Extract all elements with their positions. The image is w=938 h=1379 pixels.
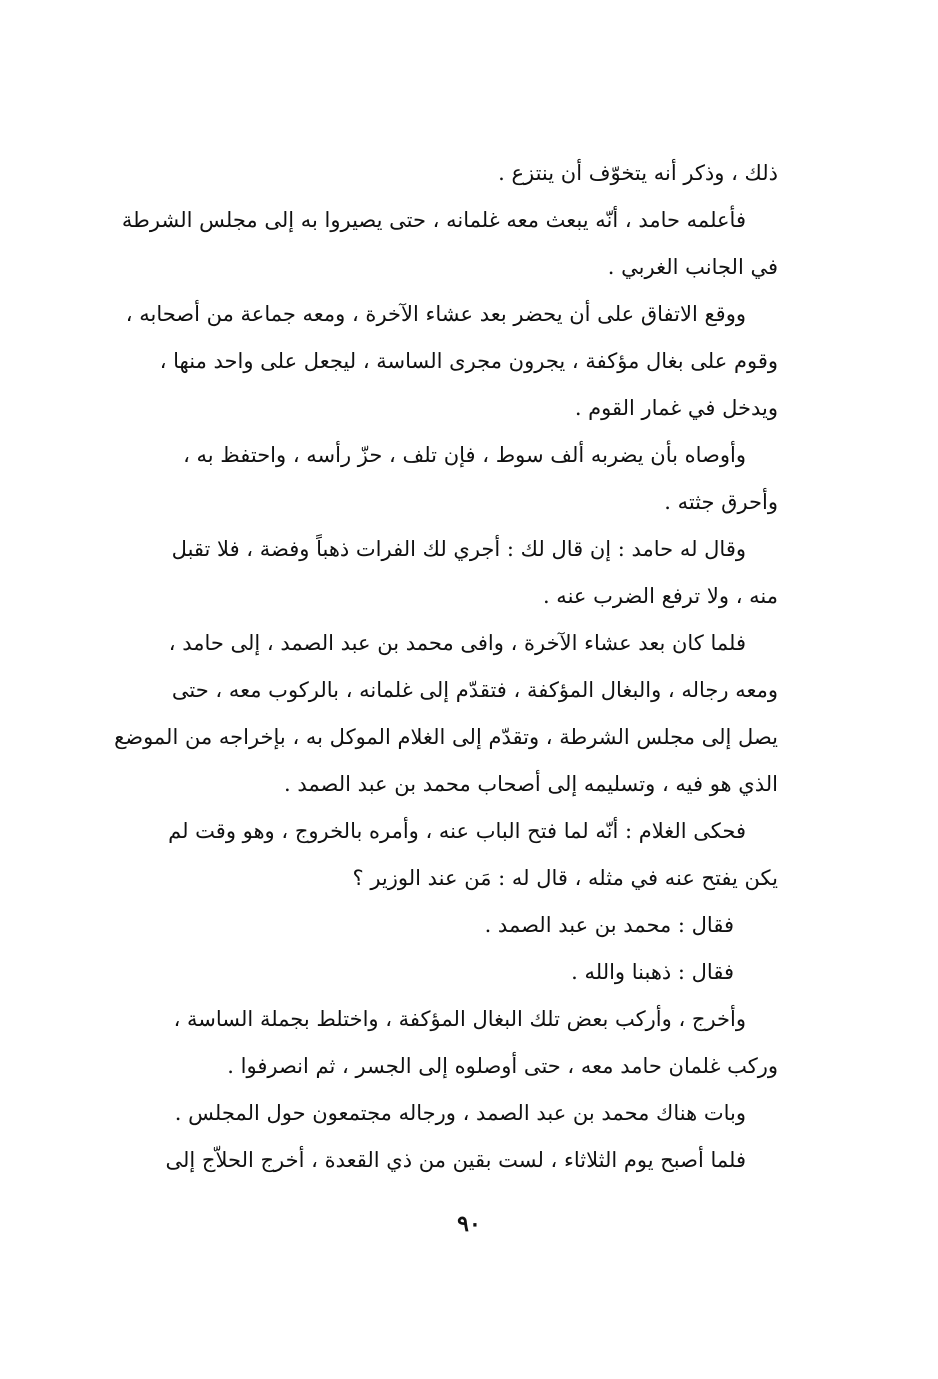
- text-line: فقال : ذهبنا والله .: [571, 960, 734, 984]
- text-line: ووقع الاتفاق على أن يحضر بعد عشاء الآخرة ، ومعه جماعة من أصحابه ،: [125, 302, 746, 326]
- text-line: وبات هناك محمد بن عبد الصمد ، ورجاله مجتمعون حول المجلس .: [174, 1101, 746, 1125]
- text-line: فلما أصبح يوم الثلاثاء ، لست بقين من ذي القعدة ، أخرج الحلاّج إلى: [165, 1148, 746, 1172]
- text-line: ومعه رجاله ، والبغال المؤكفة ، فتقدّم إلى غلمانه ، بالركوب معه ، حتى: [171, 678, 778, 702]
- text-line: الذي هو فيه ، وتسليمه إلى أصحاب محمد بن عبد الصمد .: [284, 772, 778, 796]
- body-text: [100, 150, 778, 1184]
- text-line: منه ، ولا ترفع الضرب عنه .: [542, 584, 778, 608]
- text-line: وأوصاه بأن يضربه ألف سوط ، فإن تلف ، حزّ رأسه ، واحتفظ به ،: [183, 443, 746, 467]
- text-line: وأخرج ، وأركب بعض تلك البغال المؤكفة ، واختلط بجملة الساسة ،: [173, 1007, 746, 1031]
- text-line: وقوم على بغال مؤكفة ، يجرون مجرى الساسة ، ليجعل على واحد منها ،: [159, 349, 778, 373]
- text-line: وقال له حامد : إن قال لك : أجري لك الفرات ذهباً وفضة ، فلا تقبل: [171, 537, 746, 561]
- text-line: فحكى الغلام : أنّه لما فتح الباب عنه ، وأمره بالخروج ، وهو وقت لم: [168, 819, 746, 843]
- text-line: ذلك ، وذكر أنه يتخوّف أن ينتزع .: [498, 161, 778, 185]
- text-line: في الجانب الغربي .: [607, 255, 778, 279]
- text-line: يكن يفتح عنه في مثله ، قال له : مَن عند الوزير ؟: [352, 866, 778, 890]
- text-line: فقال : محمد بن عبد الصمد .: [484, 913, 734, 937]
- text-line: فأعلمه حامد ، أنّه يبعث معه غلمانه ، حتى يصيروا به إلى مجلس الشرطة: [121, 208, 746, 232]
- text-line: يصل إلى مجلس الشرطة ، وتقدّم إلى الغلام الموكل به ، بإخراجه من الموضع: [114, 725, 778, 749]
- text-line: ويدخل في غمار القوم .: [574, 396, 778, 420]
- text-line: وأحرق جثته .: [664, 490, 778, 514]
- text-line: فلما كان بعد عشاء الآخرة ، وافى محمد بن عبد الصمد ، إلى حامد ،: [168, 631, 746, 655]
- page-number: ٩٠: [457, 1211, 481, 1237]
- text-line: وركب غلمان حامد معه ، حتى أوصلوه إلى الجسر ، ثم انصرفوا .: [227, 1054, 778, 1078]
